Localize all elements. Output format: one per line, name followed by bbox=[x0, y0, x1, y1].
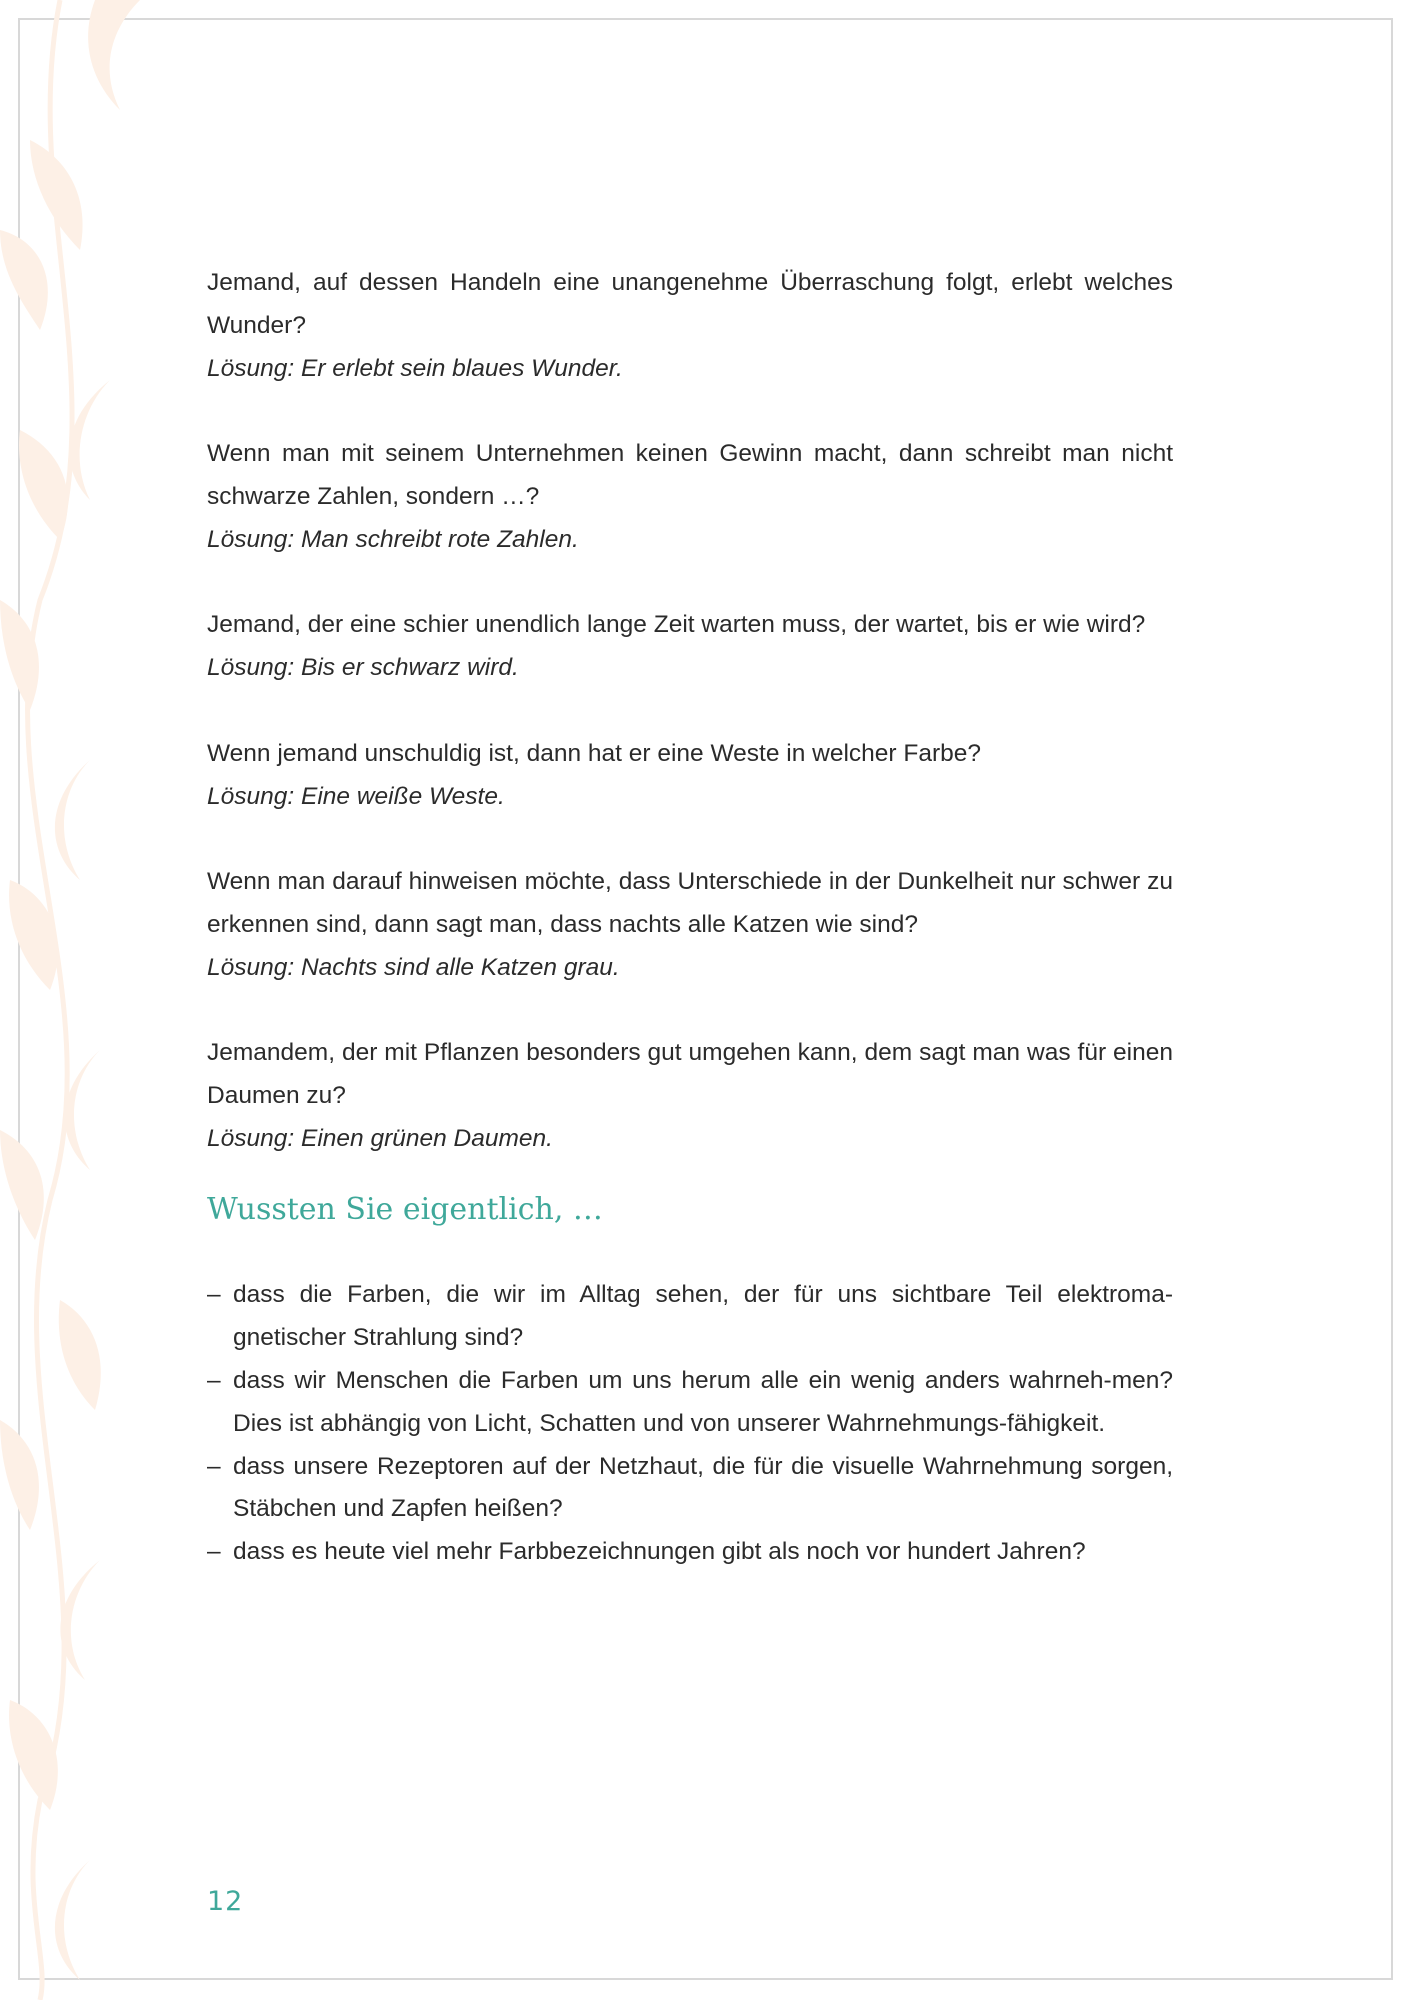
solution-text: Lösung: Man schreibt rote Zahlen. bbox=[207, 525, 579, 553]
fact-item: – dass unsere Rezeptoren auf der Netzhaut, die für die visuelle Wahrnehmung sorgen, Stäbchen und Zapfen heißen? bbox=[207, 1446, 1173, 1532]
question-text: Jemand, auf dessen Handeln eine unangenehme Überraschung folgt, erlebt welches Wunder? bbox=[207, 269, 1173, 339]
fact-item: – dass die Farben, die wir im Alltag sehen, der für uns sichtbare Teil elektroma-gnetischer Strahlung sind? bbox=[207, 1274, 1173, 1360]
qa-item bbox=[207, 861, 1173, 989]
qa-item bbox=[207, 433, 1173, 561]
floral-ornament bbox=[0, 0, 200, 2000]
qa-item bbox=[207, 262, 1173, 390]
solution-text: Lösung: Nachts sind alle Katzen grau. bbox=[207, 953, 620, 981]
question-text: Jemandem, der mit Pflanzen besonders gut umgehen kann, dem sagt man was für einen Daumen zu? bbox=[207, 1039, 1173, 1110]
solution-text: Lösung: Er erlebt sein blaues Wunder. bbox=[207, 354, 623, 382]
solution-text: Lösung: Einen grünen Daumen. bbox=[207, 1124, 553, 1152]
facts-heading: Wussten Sie eigentlich, … bbox=[207, 1191, 603, 1227]
question-text: Wenn man mit seinem Unternehmen keinen Gewinn macht, dann schreibt man nicht schwarze Zahlen, sondern …? bbox=[207, 440, 1173, 510]
qa-item bbox=[207, 1032, 1173, 1160]
main-content bbox=[207, 262, 1173, 1574]
qa-item bbox=[207, 733, 1173, 819]
question-text: Wenn man darauf hinweisen möchte, dass Unterschiede in der Dunkelheit nur schwer zu erkennen sind, dann sagt man, dass nachts alle Katzen wie sind? bbox=[207, 868, 1173, 938]
page-number: 12 bbox=[207, 1886, 244, 1917]
qa-item bbox=[207, 604, 1173, 690]
question-text: Jemand, der eine schier unendlich lange Zeit warten muss, der wartet, bis er wie wird? bbox=[207, 611, 1146, 639]
solution-text: Lösung: Bis er schwarz wird. bbox=[207, 654, 519, 682]
fact-item: – dass wir Menschen die Farben um uns herum alle ein wenig anders wahrneh-men? Dies ist abhängig von Licht, Schatten und von unserer Wahrnehmungs-fähigkeit. bbox=[207, 1360, 1173, 1446]
fact-item: – dass es heute viel mehr Farbbezeichnungen gibt als noch vor hundert Jahren? bbox=[207, 1531, 1173, 1574]
solution-text: Lösung: Eine weiße Weste. bbox=[207, 782, 505, 810]
question-text: Wenn jemand unschuldig ist, dann hat er eine Weste in welcher Farbe? bbox=[207, 739, 982, 767]
facts-list bbox=[207, 1274, 1173, 1574]
